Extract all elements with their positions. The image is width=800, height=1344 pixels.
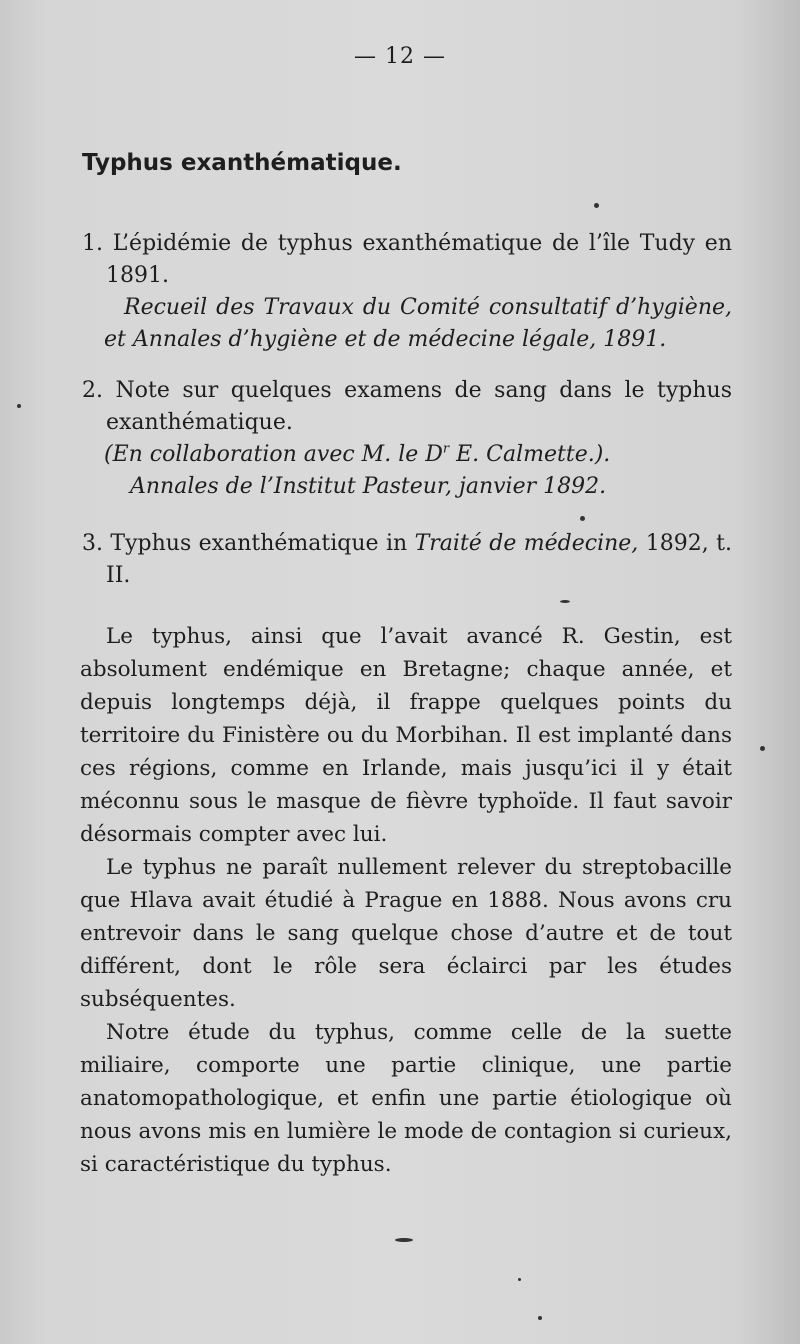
entry-title-prefix: 3. Typhus exanthématique in	[82, 531, 415, 556]
body-text	[80, 620, 732, 1181]
collab-superscript: r	[442, 441, 450, 457]
page-number: — 12 —	[354, 44, 446, 69]
entry-title: 2. Note sur quelques examens de sang dans le typhus exanthématique.	[82, 378, 732, 435]
entry-source: Recueil des Travaux du Comité consultatif d’hygiène, et Annales d’hygiène et de médecine légale, 1891.	[104, 295, 732, 352]
paragraph: Notre étude du typhus, comme celle de la suette miliaire, comporte une partie clinique, une partie anatomopathologique, et enfin une partie étiologique où nous avons mis en lumière le mode de contagion si curieux, si caractéristique du typhus.	[80, 1020, 732, 1177]
bibliography-entry-1	[82, 228, 732, 356]
collab-prefix: (En collaboration avec M. le D	[104, 442, 443, 467]
collab-suffix: E. Calmette.).	[449, 442, 611, 467]
ink-speck	[395, 1238, 413, 1242]
ink-speck	[560, 600, 570, 603]
entry-title-italic: Traité de médecine,	[414, 531, 639, 556]
ink-speck	[580, 516, 585, 521]
ink-speck	[594, 203, 599, 208]
paragraph: Le typhus, ainsi que l’avait avancé R. Gestin, est absolument endémique en Bretagne; chaque année, et depuis longtemps déjà, il frappe quelques points du territoire du Finistère ou du Morbihan. Il est implanté dans ces régions, comme en Irlande, mais jusqu’ici il y était méconnu sous le masque de fièvre typhoïde. Il faut savoir désormais compter avec lui.	[80, 624, 732, 847]
entry-collaboration	[82, 439, 732, 471]
bibliography-entry-3	[82, 528, 732, 592]
ink-speck	[518, 1278, 521, 1281]
ink-speck	[538, 1316, 542, 1320]
entry-title-suffix: 1892, t. II.	[106, 531, 732, 588]
paragraph: Le typhus ne paraît nullement relever du streptobacille que Hlava avait étudié à Prague en 1888. Nous avons cru entrevoir dans le sang quelque chose d’autre et de tout différent, dont le rôle sera éclairci par les études subséquentes.	[80, 855, 732, 1012]
entry-title	[82, 528, 732, 592]
entry-title: 1. L’épidémie de typhus exanthématique de l’île Tudy en 1891.	[82, 231, 732, 288]
entry-source: Annales de l’Institut Pasteur, janvier 1892.	[130, 474, 607, 499]
section-title: Typhus exanthématique.	[82, 150, 402, 176]
bibliography-entry-2	[82, 375, 732, 503]
ink-speck	[760, 746, 765, 751]
ink-speck	[17, 404, 21, 408]
